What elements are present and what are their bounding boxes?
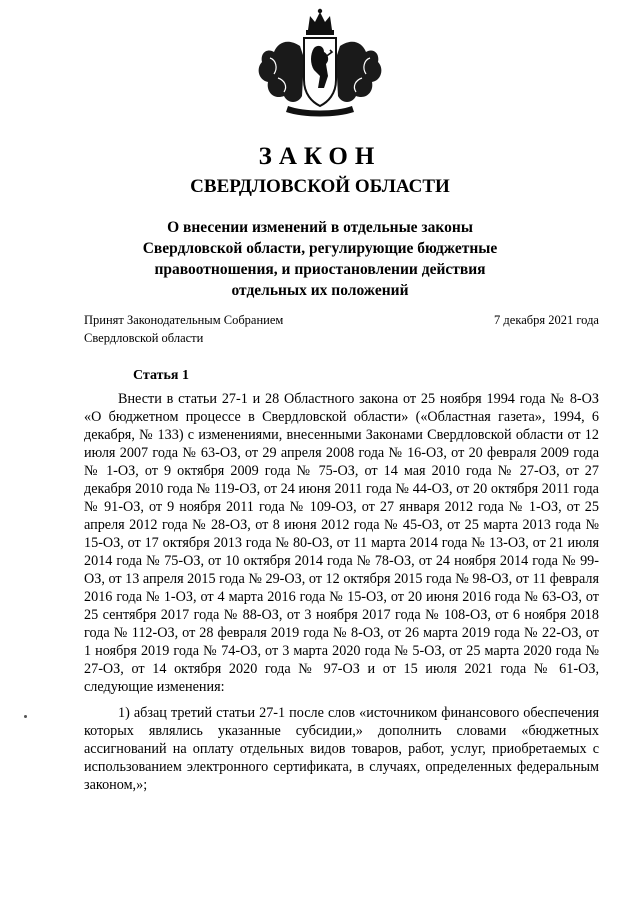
law-region: СВЕРДЛОВСКОЙ ОБЛАСТИ [190, 176, 450, 197]
coat-of-arms-emblem [248, 8, 392, 118]
law-title: ЗАКОН [258, 143, 382, 170]
document-title: О внесении изменений в отдельные законы Свердловской области, регулирующие бюджетные правоотношения, и приостановлении действия отдельных их положений [142, 219, 498, 299]
article-paragraph: Внести в статьи 27-1 и 28 Областного закона от 25 ноября 1994 года № 8-ОЗ «О бюджетном процессе в Свердловской области» («Областная газета», 1994, 6 декабря, № 133) с изменениями, внесенными Законами Свердловской области от 12 июля 2007 года № 63-ОЗ, от 29 апреля 2008 года № 16-ОЗ, от 20 февраля 2009 года № 1-ОЗ, от 9 октября 2009 года № 75-ОЗ, от 14 мая 2010 года № 27-ОЗ, от 27 декабря 2010 года № 119-ОЗ, от 24 июня 2011 года № 44-ОЗ, от 20 октября 2011 года № 91-ОЗ, от 9 ноября 2011 года № 109-ОЗ, от 27 января 2012 года № 1-ОЗ, от 25 апреля 2012 года № 28-ОЗ, от 8 июня 2012 года № 45-ОЗ, от 25 марта 2013 года № 15-ОЗ, от 17 октября 2013 года № 80-ОЗ, от 11 марта 2014 года № 13-ОЗ, от 21 июля 2014 года № 75-ОЗ, от 10 октября 2014 года № 78-ОЗ, от 24 ноября 2014 года № 99-ОЗ, от 13 апреля 2015 года № 29-ОЗ, от 12 октября 2015 года № 98-ОЗ, от 11 февраля 2016 года № 1-ОЗ, от 4 марта 2016 года № 15-ОЗ, от 20 июня 2016 года № 63-ОЗ, от 25 сентября 2017 года № 88-ОЗ, от 3 ноября 2017 года № 108-ОЗ, от 6 ноября 2018 года № 112-ОЗ, от 28 февраля 2019 года № 8-ОЗ, от 26 марта 2019 года № 22-ОЗ, от 1 ноября 2019 года № 74-ОЗ, от 3 марта 2020 года № 5-ОЗ, от 25 марта 2020 года № 27-ОЗ, от 14 октября 2020 года № 97-ОЗ и от 15 июля 2021 года № 61-ОЗ, следующие изменения: [84, 391, 599, 695]
adoption-line-1: Принят Законодательным Собранием [84, 313, 284, 327]
article-heading: Статья 1 [133, 368, 189, 383]
adoption-info [84, 311, 384, 347]
article-paragraph: 1) абзац третий статьи 27-1 после слов «источником финансового обеспечения которых являлись указанные субсидии,» дополнить словами «бюджетных ассигнований на оплату отдельных видов товаров, работ, услуг, приобретаемых с использованием электронного сертификата, в случаях, определенных федеральным законом,»; [84, 705, 599, 793]
adoption-date: 7 декабря 2021 года [494, 313, 599, 327]
article-body [84, 390, 599, 794]
adoption-line-2: Свердловской области [84, 331, 204, 345]
scan-speck [24, 715, 27, 718]
